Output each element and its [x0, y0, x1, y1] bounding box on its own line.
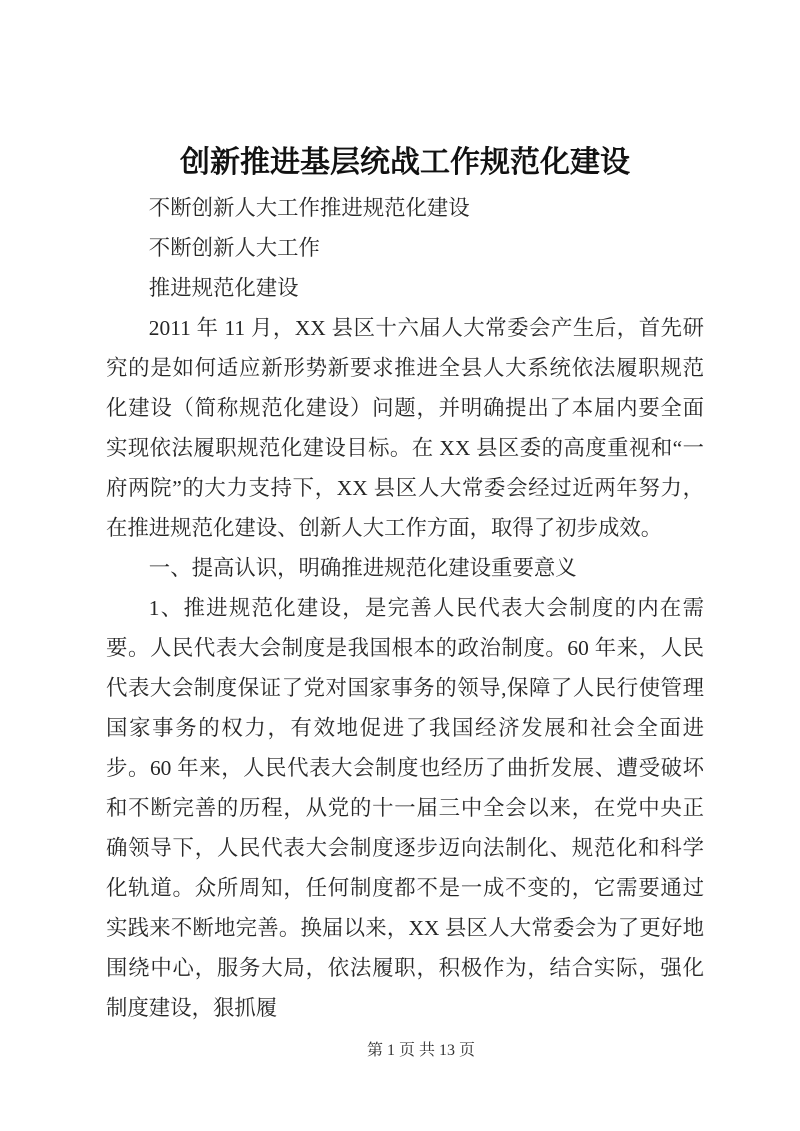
subtitle-line-1: 不断创新人大工作推进规范化建设 — [148, 196, 470, 220]
page-number-label: 第 1 页 共 13 页 — [366, 1042, 476, 1059]
section-heading-1: 一、提高认识，明确推进规范化建设重要意义 — [148, 556, 577, 580]
body-paragraph-1: 2011 年 11 月，XX 县区十六届人大常委会产生后，首先研究的是如何适应新形势新要求推进全县人大系统依法履职规范化建设（简称规范化建设）问题，并明确提出了本届内要全面实现依法履职规范化建设目标。在 XX 县区委的高度重视和“一府两院”的大力支持下，XX 县区人大常委会经过近两年努力，在推进规范化建设、创新人大工作方面，取得了初步成效。 — [106, 316, 704, 540]
page-footer — [367, 1041, 475, 1060]
body-paragraph-2: 1、推进规范化建设，是完善人民代表大会制度的内在需要。人民代表大会制度是我国根本的政治制度。60 年来，人民代表大会制度保证了党对国家事务的领导,保障了人民行使管理国家事务的权力，有效地促进了我国经济发展和社会全面进步。60 年来，人民代表大会制度也经历了曲折发展、遭受破坏和不断完善的历程，从党的十一届三中全会以来，在党中央正确领导下，人民代表大会制度逐步迈向法制化、规范化和科学化轨道。众所周知，任何制度都不是一成不变的，它需要通过实践来不断地完善。换届以来，XX 县区人大常委会为了更好地围绕中心，服务大局，依法履职，积极作为，结合实际，强化制度建设，狠抓履 — [106, 596, 704, 1020]
doc-title: 创新推进基层统战工作规范化建设 — [180, 146, 630, 179]
document-body — [106, 0, 704, 1028]
subtitle-line-3: 推进规范化建设 — [148, 276, 299, 300]
subtitle-line-2: 不断创新人大工作 — [148, 236, 320, 260]
